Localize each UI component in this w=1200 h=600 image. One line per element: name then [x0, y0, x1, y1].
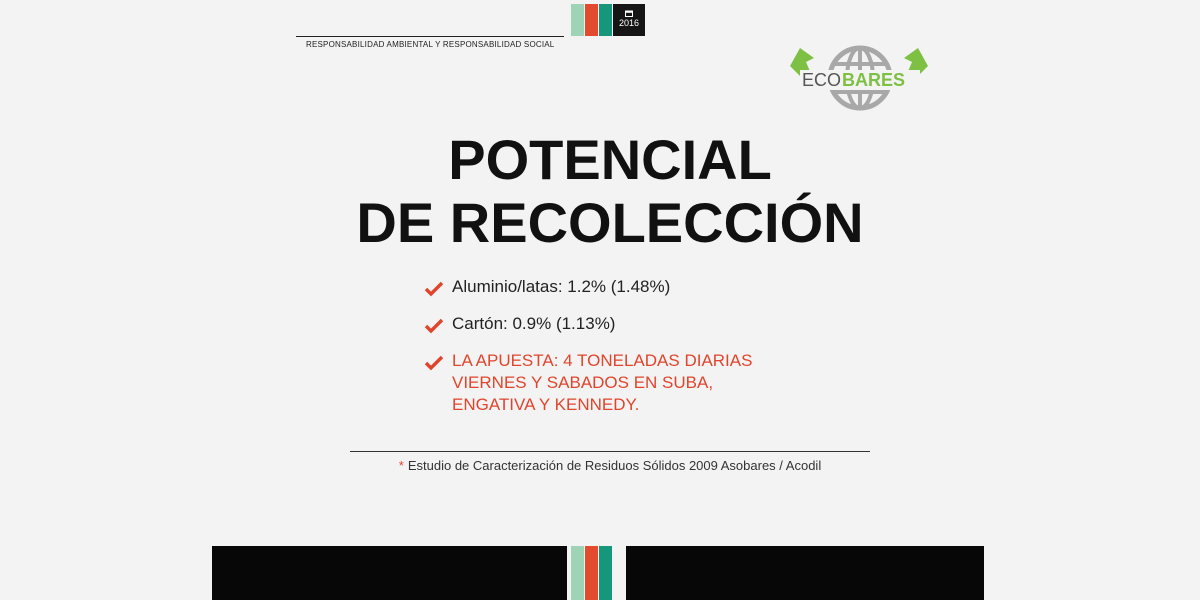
checkmark-icon	[424, 318, 444, 334]
list-item	[424, 313, 844, 335]
logo-text-bares: BARES	[842, 70, 906, 90]
stripe-red-bottom	[585, 546, 598, 600]
calendar-icon	[625, 10, 633, 17]
stripe-mint-bottom	[571, 546, 584, 600]
next-page-left-block	[212, 546, 567, 600]
asterisk-icon: *	[398, 458, 404, 473]
footnote-rule	[350, 451, 870, 452]
next-page-right-block	[626, 546, 984, 600]
bullet-text: LA APUESTA: 4 TONELADAS DIARIAS VIERNES Y SABADOS EN SUBA, ENGATIVA Y KENNEDY.	[452, 351, 753, 414]
year-badge	[613, 4, 645, 36]
stripe-mint	[571, 4, 584, 36]
ecobares-logo	[786, 40, 932, 116]
footnote-text: Estudio de Caracterización de Residuos Sólidos 2009 Asobares / Acodil	[407, 458, 822, 473]
checkmark-icon	[424, 355, 444, 371]
footnote	[350, 458, 870, 473]
stripe-teal-bottom	[599, 546, 612, 600]
page-title-line1: POTENCIAL	[448, 128, 772, 191]
header-rule	[296, 36, 564, 37]
year-label: 2016	[618, 18, 640, 28]
header-subtitle: RESPONSABILIDAD AMBIENTAL Y RESPONSABILIDAD SOCIAL	[306, 40, 555, 49]
logo-text-eco: ECO	[802, 70, 842, 90]
bullet-text: Cartón: 0.9% (1.13%)	[452, 314, 616, 333]
stripe-teal	[599, 4, 612, 36]
list-item	[424, 276, 844, 298]
list-item-highlight	[424, 350, 844, 416]
checkmark-icon	[424, 281, 444, 297]
bullet-text: Aluminio/latas: 1.2% (1.48%)	[452, 277, 671, 296]
page-title-line2: DE RECOLECCIÓN	[356, 191, 864, 254]
bullet-list	[424, 276, 844, 431]
stripe-red	[585, 4, 598, 36]
